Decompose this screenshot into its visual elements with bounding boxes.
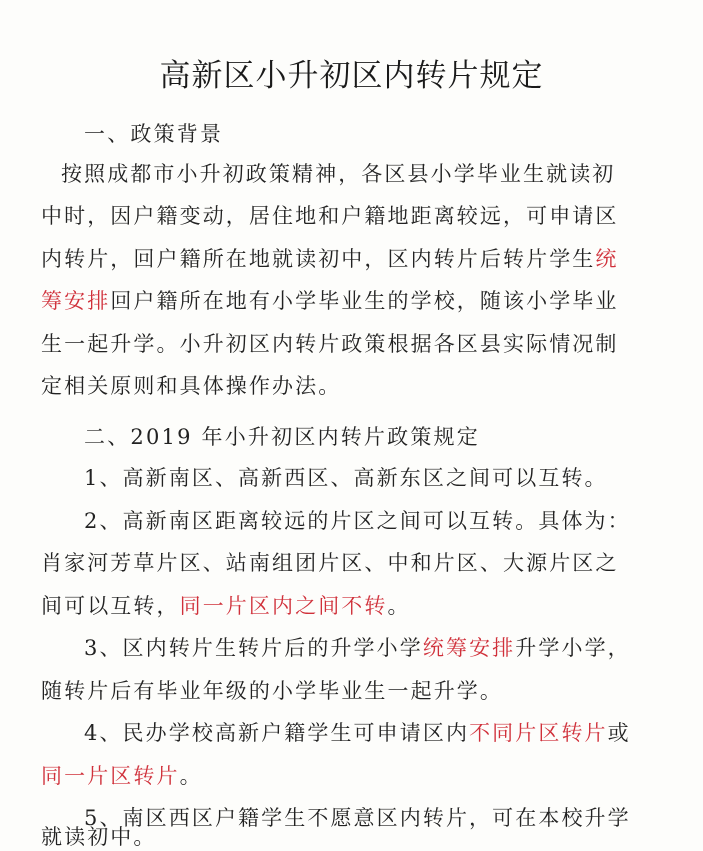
body-text: 内转片，回户籍所在地就读初中，区内转片后转片学生 [41, 247, 596, 271]
body-text: 随转片后有毕业年级的小学毕业生一起升学。 [41, 679, 503, 703]
body-text: 中时，因户籍变动，居住地和户籍地距离较远，可申请区 [41, 204, 619, 228]
paragraph-line [41, 328, 619, 358]
body-text: 4、民办学校高新户籍学生可申请区内 [84, 721, 470, 745]
rule-line [41, 590, 411, 620]
highlighted-text: 同一片区转片 [41, 764, 180, 788]
body-text: 5、南区西区户籍学生不愿意区内转片，可在本校升学 [84, 806, 631, 830]
paragraph-line [41, 285, 619, 315]
body-text: 间可以互转， [41, 594, 180, 618]
body-text: 升学小学， [515, 636, 631, 660]
document-title: 高新区小升初区内转片规定 [159, 58, 544, 94]
highlighted-text: 统筹安排 [422, 636, 516, 660]
paragraph-line [41, 370, 341, 400]
paragraph-line [41, 243, 619, 273]
body-text: 生一起升学。小升初区内转片政策根据各区县实际情况制 [41, 332, 619, 356]
rule-line [41, 547, 619, 577]
body-text: 按照成都市小升初政策精神，各区县小学毕业生就读初 [61, 162, 616, 186]
section-heading-policy-background: 一、政策背景 [84, 122, 224, 146]
body-text: 。 [387, 594, 411, 618]
rule-line [84, 462, 608, 492]
rule-line [41, 821, 157, 851]
highlighted-text: 不同片区转片 [469, 721, 608, 745]
body-text: 就读初中。 [41, 825, 157, 849]
highlighted-text: 统 [595, 247, 619, 271]
paragraph-line [41, 200, 619, 230]
body-text: 定相关原则和具体操作办法。 [41, 374, 342, 398]
body-text: 。 [179, 764, 203, 788]
body-text: 回户籍所在地有小学毕业生的学校，随该小学毕业 [110, 289, 619, 313]
body-text: 或 [607, 721, 631, 745]
rule-line [84, 632, 631, 662]
rule-line [84, 717, 631, 747]
rule-line [84, 505, 631, 535]
rule-line [41, 675, 503, 705]
section-heading-2019-rules: 二、2019 年小升初区内转片政策规定 [84, 425, 480, 449]
body-text: 2、高新南区距离较远的片区之间可以互转。具体为： [84, 509, 631, 533]
paragraph-line [61, 158, 615, 188]
highlighted-text: 筹安排 [41, 289, 111, 313]
highlighted-text: 同一片区内之间不转 [179, 594, 388, 618]
body-text: 肖家河芳草片区、站南组团片区、中和片区、大源片区之 [41, 551, 619, 575]
rule-line [84, 802, 631, 832]
body-text: 3、区内转片生转片后的升学小学 [84, 636, 423, 660]
body-text: 1、高新南区、高新西区、高新东区之间可以互转。 [84, 466, 608, 490]
rule-line [41, 760, 203, 790]
